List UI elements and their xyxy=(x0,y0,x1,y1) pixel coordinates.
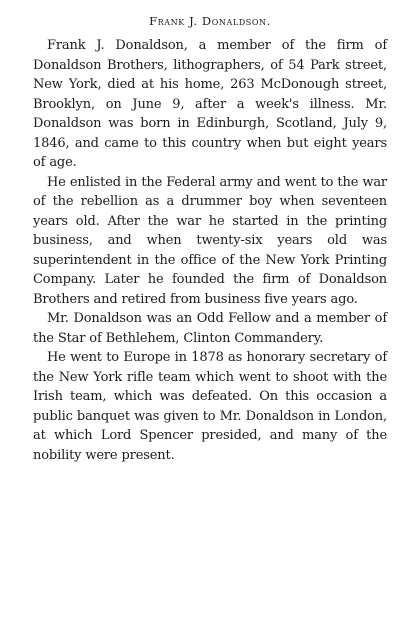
article-body xyxy=(33,36,387,465)
paragraph-career: He enlisted in the Federal army and went to the war of the rebellion as a drummer boy when seventeen years old. After the war he started in the printing business, and when twenty-six years old was superintendent in the office of the New York Printing Company. Later he founded the firm of Donaldson Brothers and retired from business five years ago. xyxy=(33,174,387,307)
article-headline: Frank J. Donaldson. xyxy=(149,14,271,28)
paragraph-europe-trip: He went to Europe in 1878 as honorary secretary of the New York rifle team which went to shoot with the Irish team, which was defeated. On this occasion a public banquet was given to Mr. Donaldson in London, at which Lord Spencer presided, and many of the nobility were present. xyxy=(33,350,387,463)
paragraph-affiliations: Mr. Donaldson was an Odd Fellow and a member of the Star of Bethlehem, Clinton Commandery. xyxy=(33,311,387,346)
paragraph-biography: Frank J. Donaldson, a member of the firm of Donaldson Brothers, lithographers, of 54 Park street, New York, died at his home, 263 McDonough street, Brooklyn, on June 9, after a week's illness. Mr. Donaldson was born in Edinburgh, Scotland, July 9, 1846, and came to this country when but eight years of age. xyxy=(33,38,387,170)
